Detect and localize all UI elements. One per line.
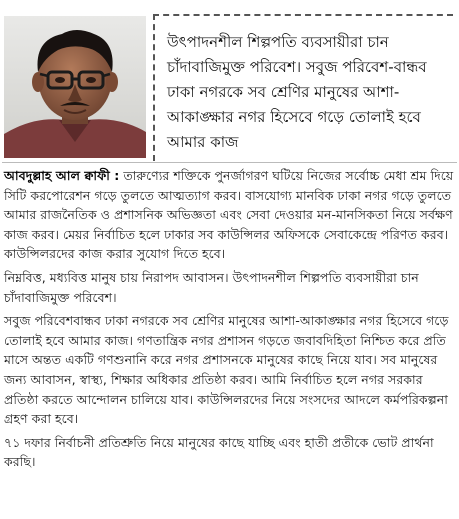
- pull-quote-box: [153, 14, 453, 161]
- article-paragraph-2: নিম্নবিত্ত, মধ্যবিত্ত মানুষ চায় নিরাপদ আবাসন। উৎপাদনশীল শিল্পপতি ব্যবসায়ীরা চান চাঁদাবাজিমুক্ত পরিবেশ।: [4, 269, 419, 305]
- article-paragraph-4: ৭১ দফার নির্বাচনী প্রতিশ্রুতি নিয়ে মানুষের কাছে যাচ্ছি এবং হাতী প্রতীকে ভোট প্রার্থনা করছি।: [4, 434, 434, 470]
- paragraph-text: তারুণ্যের শক্তিকে পুনর্জাগরণ ঘটিয়ে নিজের সর্বোচ্চ মেধা শ্রম দিয়ে সিটি করপোরেশন গড়ে তুলতে আত্মত্যাগ করব। বাসযোগ্য মানবিক ঢাকা নগর গড়ে তুলতে আমার রাজনৈতিক ও প্রশাসনিক অভিজ্ঞতা এবং সেবা দেওয়ার মন-মানসিকতা নিয়ে সর্বক্ষণ কাজ করব। মেয়র নির্বাচিত হলে ঢাকার সব কাউন্সিলর অফিসকে সেবাকেন্দ্রে পরিণত করব। কাউন্সিলরদের কাজ করার সুযোগ দিতে হবে।: [4, 168, 454, 262]
- pull-quote-text: উৎপাদনশীল শিল্পপতি ব্যবসায়ীরা চান চাঁদাবাজিমুক্ত পরিবেশ। সবুজ পরিবেশ-বান্ধব ঢাকা নগরকে সব শ্রেণির মানুষের আশা-আকাঙ্ক্ষার নগর হিসেবে গড়ে তোলাই হবে আমার কাজ: [167, 33, 427, 151]
- speaker-name: আবদুল্লাহ আল ক্বাফী :: [4, 168, 120, 183]
- previous-article-edge: [0, 0, 459, 9]
- section-divider: [2, 162, 457, 163]
- article-paragraph-1: [4, 166, 456, 264]
- portrait-photo: [4, 16, 146, 158]
- article-body: [4, 166, 456, 476]
- article-paragraph-3: সবুজ পরিবেশবান্ধব ঢাকা নগরকে সব শ্রেণির মানুষের আশা-আকাঙ্ক্ষার নগর হিসেবে গড়ে তোলাই হবে আমার কাজ। গণতান্ত্রিক নগর প্রশাসন গড়তে জবাবদিহিতা নিশ্চিত করে প্রতি মাসে অন্তত একটি গণশুনানি করে নগর প্রশাসনকে মানুষের কাছে নিয়ে যাব। সব মানুষের জন্য আবাসন, স্বাস্থ্য, শিক্ষার অধিকার প্রতিষ্ঠা করব। আমি নির্বাচিত হলে নগর সরকার প্রতিষ্ঠা করতে আন্দোলন চালিয়ে যাব। কাউন্সিলরদের নিয়ে সংসদের আদলে কর্মপরিকল্পনা গ্রহণ করা হবে।: [4, 313, 449, 427]
- portrait-illustration: [4, 16, 146, 158]
